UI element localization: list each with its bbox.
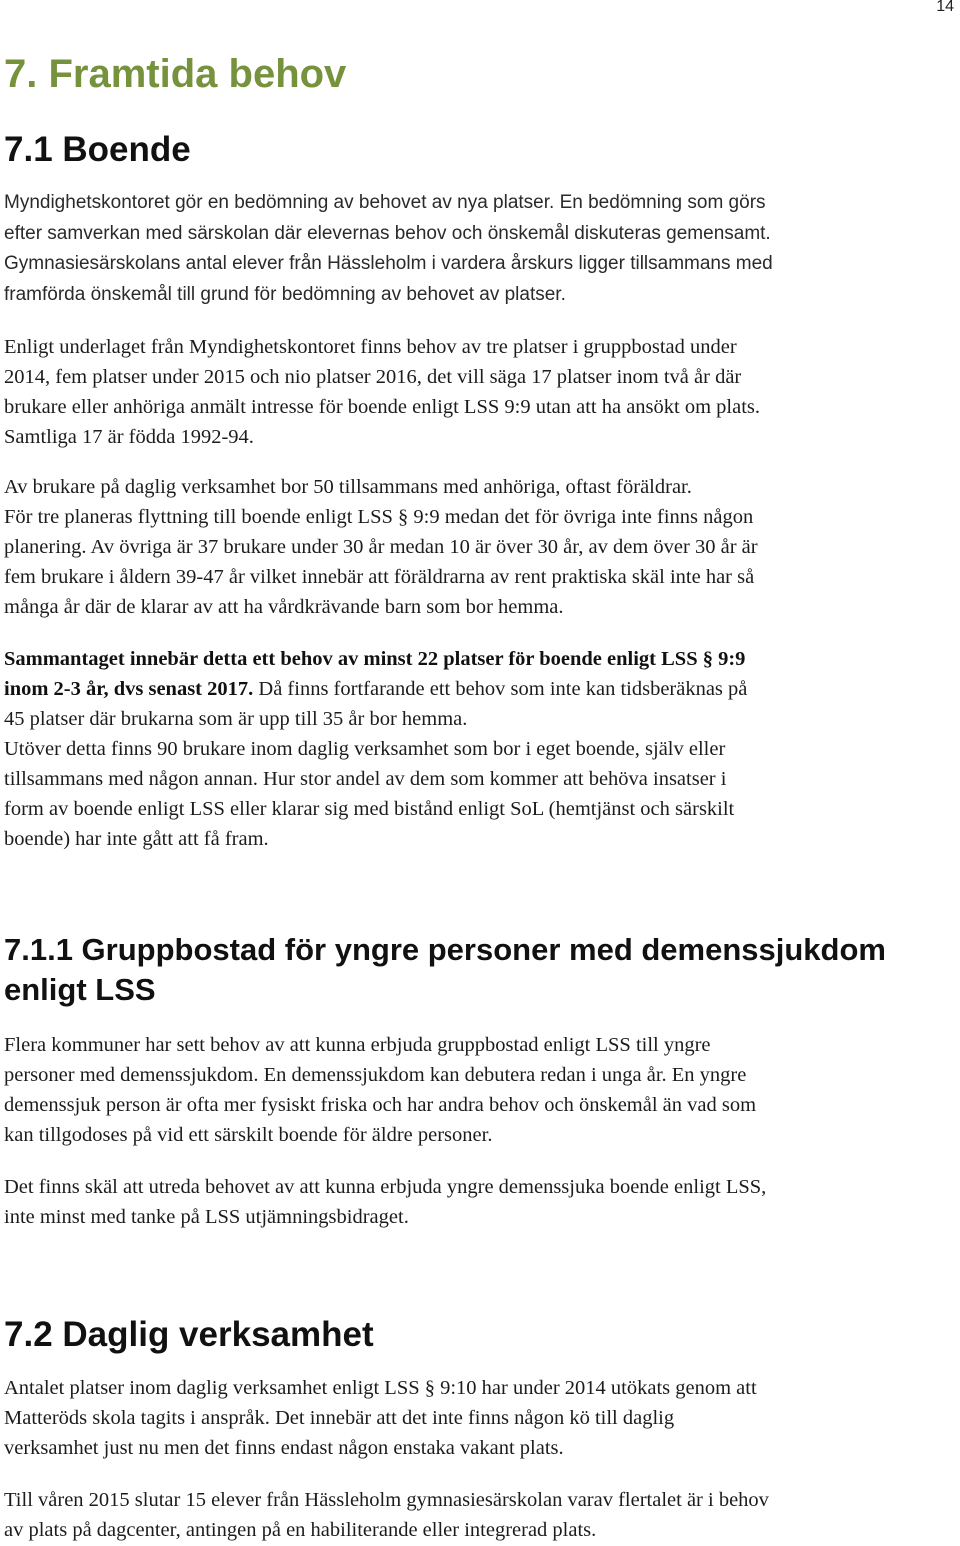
text-line: Det finns skäl att utreda behovet av att kunna erbjuda yngre demenssjuka boende enligt LSS, [4,1176,767,1198]
text-line: För tre planeras flyttning till boende enligt LSS § 9:9 medan det för övriga inte finns någon [4,506,754,528]
text-line: Då finns fortfarande ett behov som inte kan tidsberäknas på [253,678,748,700]
text-line: Gymnasiesärskolans antal elever från Hässleholm i vardera årskurs ligger tillsammans med [4,253,773,274]
text-line: personer med demenssjukdom. En demenssjukdom kan debutera redan i unga år. En yngre [4,1064,747,1086]
text-line: Utöver detta finns 90 brukare inom daglig verksamhet som bor i eget boende, själv eller [4,738,726,760]
text-line: Flera kommuner har sett behov av att kunna erbjuda gruppbostad enligt LSS till yngre [4,1034,711,1056]
bold-summary-line: Sammantaget innebär detta ett behov av minst 22 platser för boende enligt LSS § 9:9 [4,648,746,670]
page-number: 14 [936,0,954,15]
paragraph-brukare [4,472,956,622]
paragraph-myndighetskontoret [4,332,956,452]
text-line: boende) har inte gått att få fram. [4,828,269,850]
paragraph-varen-2015 [4,1485,956,1545]
text-line: 45 platser där brukarna som är upp till 35 år bor hemma. [4,708,468,730]
paragraph-platser [4,1373,956,1463]
paragraph-utreda [4,1172,956,1232]
text-line: Till våren 2015 slutar 15 elever från Hässleholm gymnasiesärskolan varav flertalet är i behov [4,1489,769,1511]
text-line: Samtliga 17 är födda 1992-94. [4,426,254,448]
text-line: inte minst med tanke på LSS utjämningsbidraget. [4,1206,409,1228]
text-line: Enligt underlaget från Myndighetskontoret finns behov av tre platser i gruppbostad under [4,336,737,358]
text-line: verksamhet just nu men det finns endast någon enstaka vakant plats. [4,1437,564,1459]
subsection-heading-gruppbostad: 7.1.1 Gruppbostad för yngre personer med demenssjukdom enligt LSS [4,932,886,1007]
text-line: Av brukare på daglig verksamhet bor 50 tillsammans med anhöriga, oftast föräldrar. [4,476,692,498]
text-line: brukare eller anhöriga anmält intresse för boende enligt LSS 9:9 utan att ha ansökt om plats. [4,396,761,418]
chapter-heading: 7. Framtida behov [4,52,347,96]
text-line: tillsammans med någon annan. Hur stor andel av dem som kommer att behöva insatser i [4,768,727,790]
text-line: av plats på dagcenter, antingen på en habiliterande eller integrerad plats. [4,1519,597,1541]
text-line: fem brukare i åldern 39-47 år vilket innebär att föräldrarna av rent praktiska skäl inte har så [4,566,755,588]
section-heading-daglig-verksamhet: 7.2 Daglig verksamhet [4,1315,374,1354]
text-line: efter samverkan med särskolan där elevernas behov och önskemål diskuteras gemensamt. [4,222,771,244]
paragraph-demens [4,1030,956,1150]
text-line: många år där de klarar av att ha vårdkrävande barn som bor hemma. [4,596,564,618]
paragraph-intro [4,188,956,310]
text-line: Myndighetskontoret gör en bedömning av behovet av nya platser. En bedömning som görs [4,192,766,213]
text-line: 2014, fem platser under 2015 och nio platser 2016, det vill säga 17 platser inom två år där [4,366,742,388]
text-line: planering. Av övriga är 37 brukare under 30 år medan 10 är över 30 år, av dem över 30 år är [4,536,758,558]
text-line: Matteröds skola tagits i anspråk. Det innebär att det inte finns någon kö till daglig [4,1407,675,1429]
section-heading-boende: 7.1 Boende [4,130,191,169]
text-line: kan tillgodoses på vid ett särskilt boende för äldre personer. [4,1124,493,1146]
text-line: Antalet platser inom daglig verksamhet enligt LSS § 9:10 har under 2014 utökats genom att [4,1377,757,1399]
text-line: framförda önskemål till grund för bedömning av behovet av platser. [4,283,566,305]
text-line: demenssjuk person är ofta mer fysiskt friska och har andra behov och önskemål än vad som [4,1094,757,1116]
text-line: form av boende enligt LSS eller klarar sig med bistånd enligt SoL (hemtjänst och särskilt [4,798,735,820]
paragraph-sammantaget [4,644,956,854]
bold-summary-line: inom 2-3 år, dvs senast 2017. [4,678,254,700]
